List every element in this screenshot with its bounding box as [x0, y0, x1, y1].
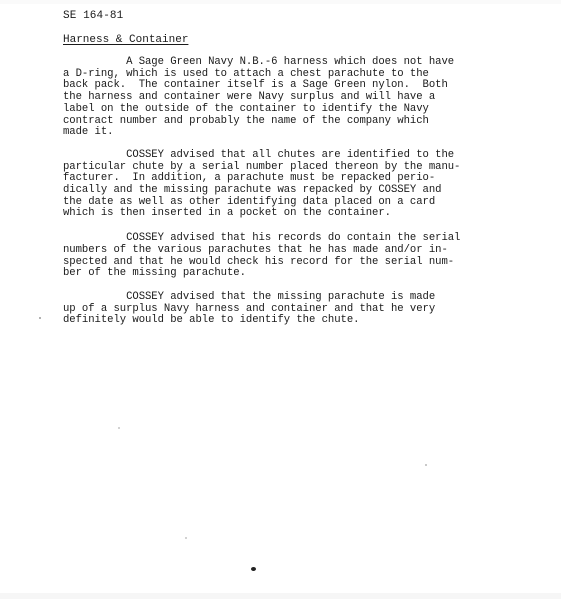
text-line: label on the outside of the container to identify the Navy	[63, 102, 429, 115]
paragraph-harness-description	[63, 57, 533, 139]
text-line: up of a surplus Navy harness and container and that he very	[63, 302, 436, 315]
page-bottom-edge	[0, 593, 561, 599]
text-line: a D-ring, which is used to attach a chest parachute to the	[63, 67, 429, 80]
paragraph-serial-records	[63, 233, 533, 280]
paragraph-identify-chute	[63, 292, 533, 327]
text-line: facturer. In addition, a parachute must be repacked perio-	[63, 172, 436, 185]
text-line: back pack. The container itself is a Sage Green nylon. Both	[63, 79, 448, 92]
body-text	[63, 57, 533, 327]
text-line: definitely would be able to identify the chute.	[63, 314, 360, 327]
text-line: particular chute by a serial number placed thereon by the manu-	[63, 160, 461, 173]
text-line: COSSEY advised that all chutes are identified to the	[63, 148, 455, 161]
text-line: the date as well as other identifying data placed on a card	[63, 195, 436, 208]
text-line: made it.	[63, 126, 114, 139]
page-top-edge	[0, 0, 561, 4]
text-line: contract number and probably the name of the company which	[63, 114, 429, 127]
text-line: spected and that he would check his record for the serial num-	[63, 255, 455, 268]
text-line: A Sage Green Navy N.B.-6 harness which does not have	[63, 56, 455, 68]
scan-speck	[251, 567, 256, 571]
scan-speck	[185, 537, 187, 539]
text-line: COSSEY advised that his records do contain the serial	[63, 232, 461, 245]
scan-speck	[425, 464, 427, 466]
text-line: COSSEY advised that the missing parachute is made	[63, 290, 436, 303]
text-line: ber of the missing parachute.	[63, 267, 246, 280]
text-line: dically and the missing parachute was repacked by COSSEY and	[63, 184, 442, 197]
section-heading: Harness & Container	[63, 34, 189, 46]
scan-speck	[39, 317, 41, 319]
text-line: numbers of the various parachutes that he has made and/or in-	[63, 243, 448, 256]
file-number: SE 164-81	[63, 10, 124, 22]
paragraph-chute-identification	[63, 150, 533, 220]
scan-speck	[118, 427, 120, 429]
text-line: the harness and container were Navy surplus and will have a	[63, 91, 436, 104]
text-line: which is then inserted in a pocket on the container.	[63, 207, 391, 220]
